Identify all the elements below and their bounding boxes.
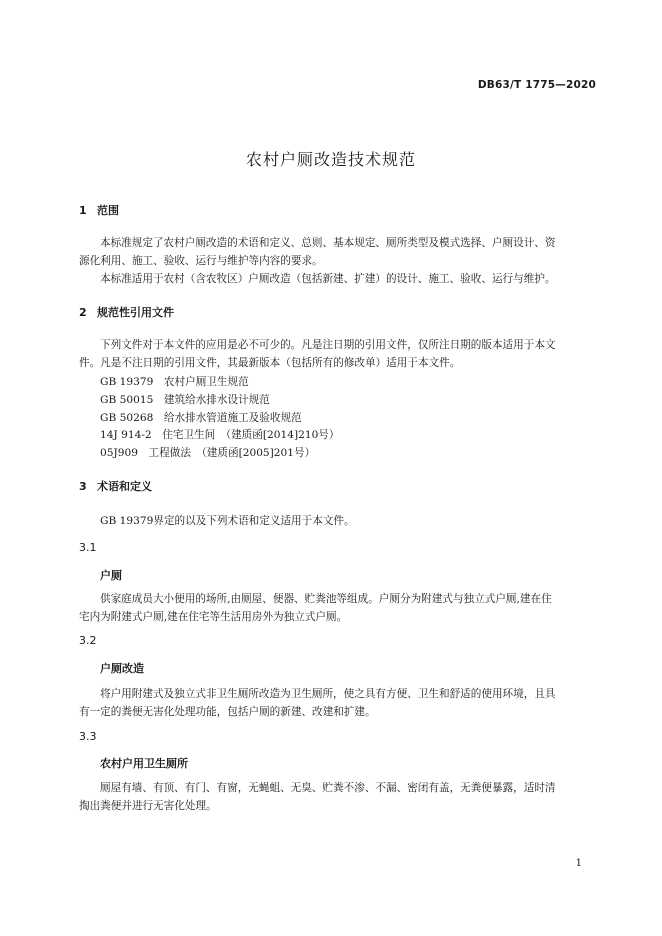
section-number: 2	[79, 306, 87, 319]
section-title: 规范性引用文件	[97, 306, 174, 319]
term-number: 3.1	[79, 541, 97, 554]
section-number: 3	[79, 480, 87, 493]
term-definition-line2: 宅内为附建式户厕,建在住宅等生活用房外为独立式户厕。	[79, 611, 348, 623]
section-2-heading	[79, 304, 174, 320]
reference-item: 05J909 工程做法 （建质函[2005]201号）	[100, 447, 316, 459]
term-title: 农村户用卫生厕所	[100, 757, 188, 770]
section-2-para1-line2: 件。凡是不注日期的引用文件，其最新版本（包括所有的修改单）适用于本文件。	[79, 357, 461, 369]
section-1-para1-line1: 本标准规定了农村户厕改造的术语和定义、总则、基本规定、厕所类型及模式选择、户厕设计、资	[100, 237, 556, 249]
term-definition-line2: 有一定的粪便无害化处理功能，包括户厕的新建、改建和扩建。	[79, 706, 376, 718]
term-definition-line1: 厕屋有墙、有顶、有门、有窗，无蝇蛆、无臭、贮粪不渗、不漏、密闭有盖，无粪便暴露，适时清	[100, 782, 556, 794]
section-2-para1-line1: 下列文件对于本文件的应用是必不可少的。凡是注日期的引用文件，仅所注日期的版本适用于本文	[100, 339, 556, 351]
term-title: 户厕	[100, 569, 122, 582]
page-number: 1	[575, 858, 582, 869]
document-code: DB63/T 1775—2020	[477, 79, 596, 91]
term-definition-line2: 掏出粪便并进行无害化处理。	[79, 800, 217, 812]
section-title: 术语和定义	[97, 480, 152, 493]
term-title: 户厕改造	[100, 662, 144, 675]
page-title: 农村户厕改造技术规范	[245, 150, 416, 169]
section-1-para1-line2: 源化利用、施工、验收、运行与维护等内容的要求。	[79, 255, 323, 267]
section-number: 1	[79, 204, 87, 217]
term-number: 3.2	[79, 634, 97, 647]
section-3-intro: GB 19379界定的以及下列术语和定义适用于本文件。	[100, 515, 355, 527]
section-title: 范围	[97, 204, 119, 217]
reference-item: 14J 914-2 住宅卫生间 （建质函[2014]210号）	[100, 429, 340, 441]
term-definition-line1: 供家庭成员大小便用的场所,由厕屋、便器、贮粪池等组成。户厕分为附建式与独立式户厕,建在住	[100, 593, 552, 605]
reference-item: GB 50268 给水排水管道施工及验收规范	[100, 412, 302, 424]
term-number: 3.3	[79, 730, 97, 743]
reference-item: GB 19379 农村户厕卫生规范	[100, 376, 249, 388]
section-1-heading	[79, 202, 119, 218]
section-1-para2: 本标准适用于农村（含农牧区）户厕改造（包括新建、扩建）的设计、施工、验收、运行与维护。	[100, 273, 556, 285]
section-3-heading	[79, 478, 152, 494]
term-definition-line1: 将户用附建式及独立式非卫生厕所改造为卫生厕所，使之具有方便、卫生和舒适的使用环境，且具	[100, 688, 556, 700]
reference-item: GB 50015 建筑给水排水设计规范	[100, 394, 270, 406]
